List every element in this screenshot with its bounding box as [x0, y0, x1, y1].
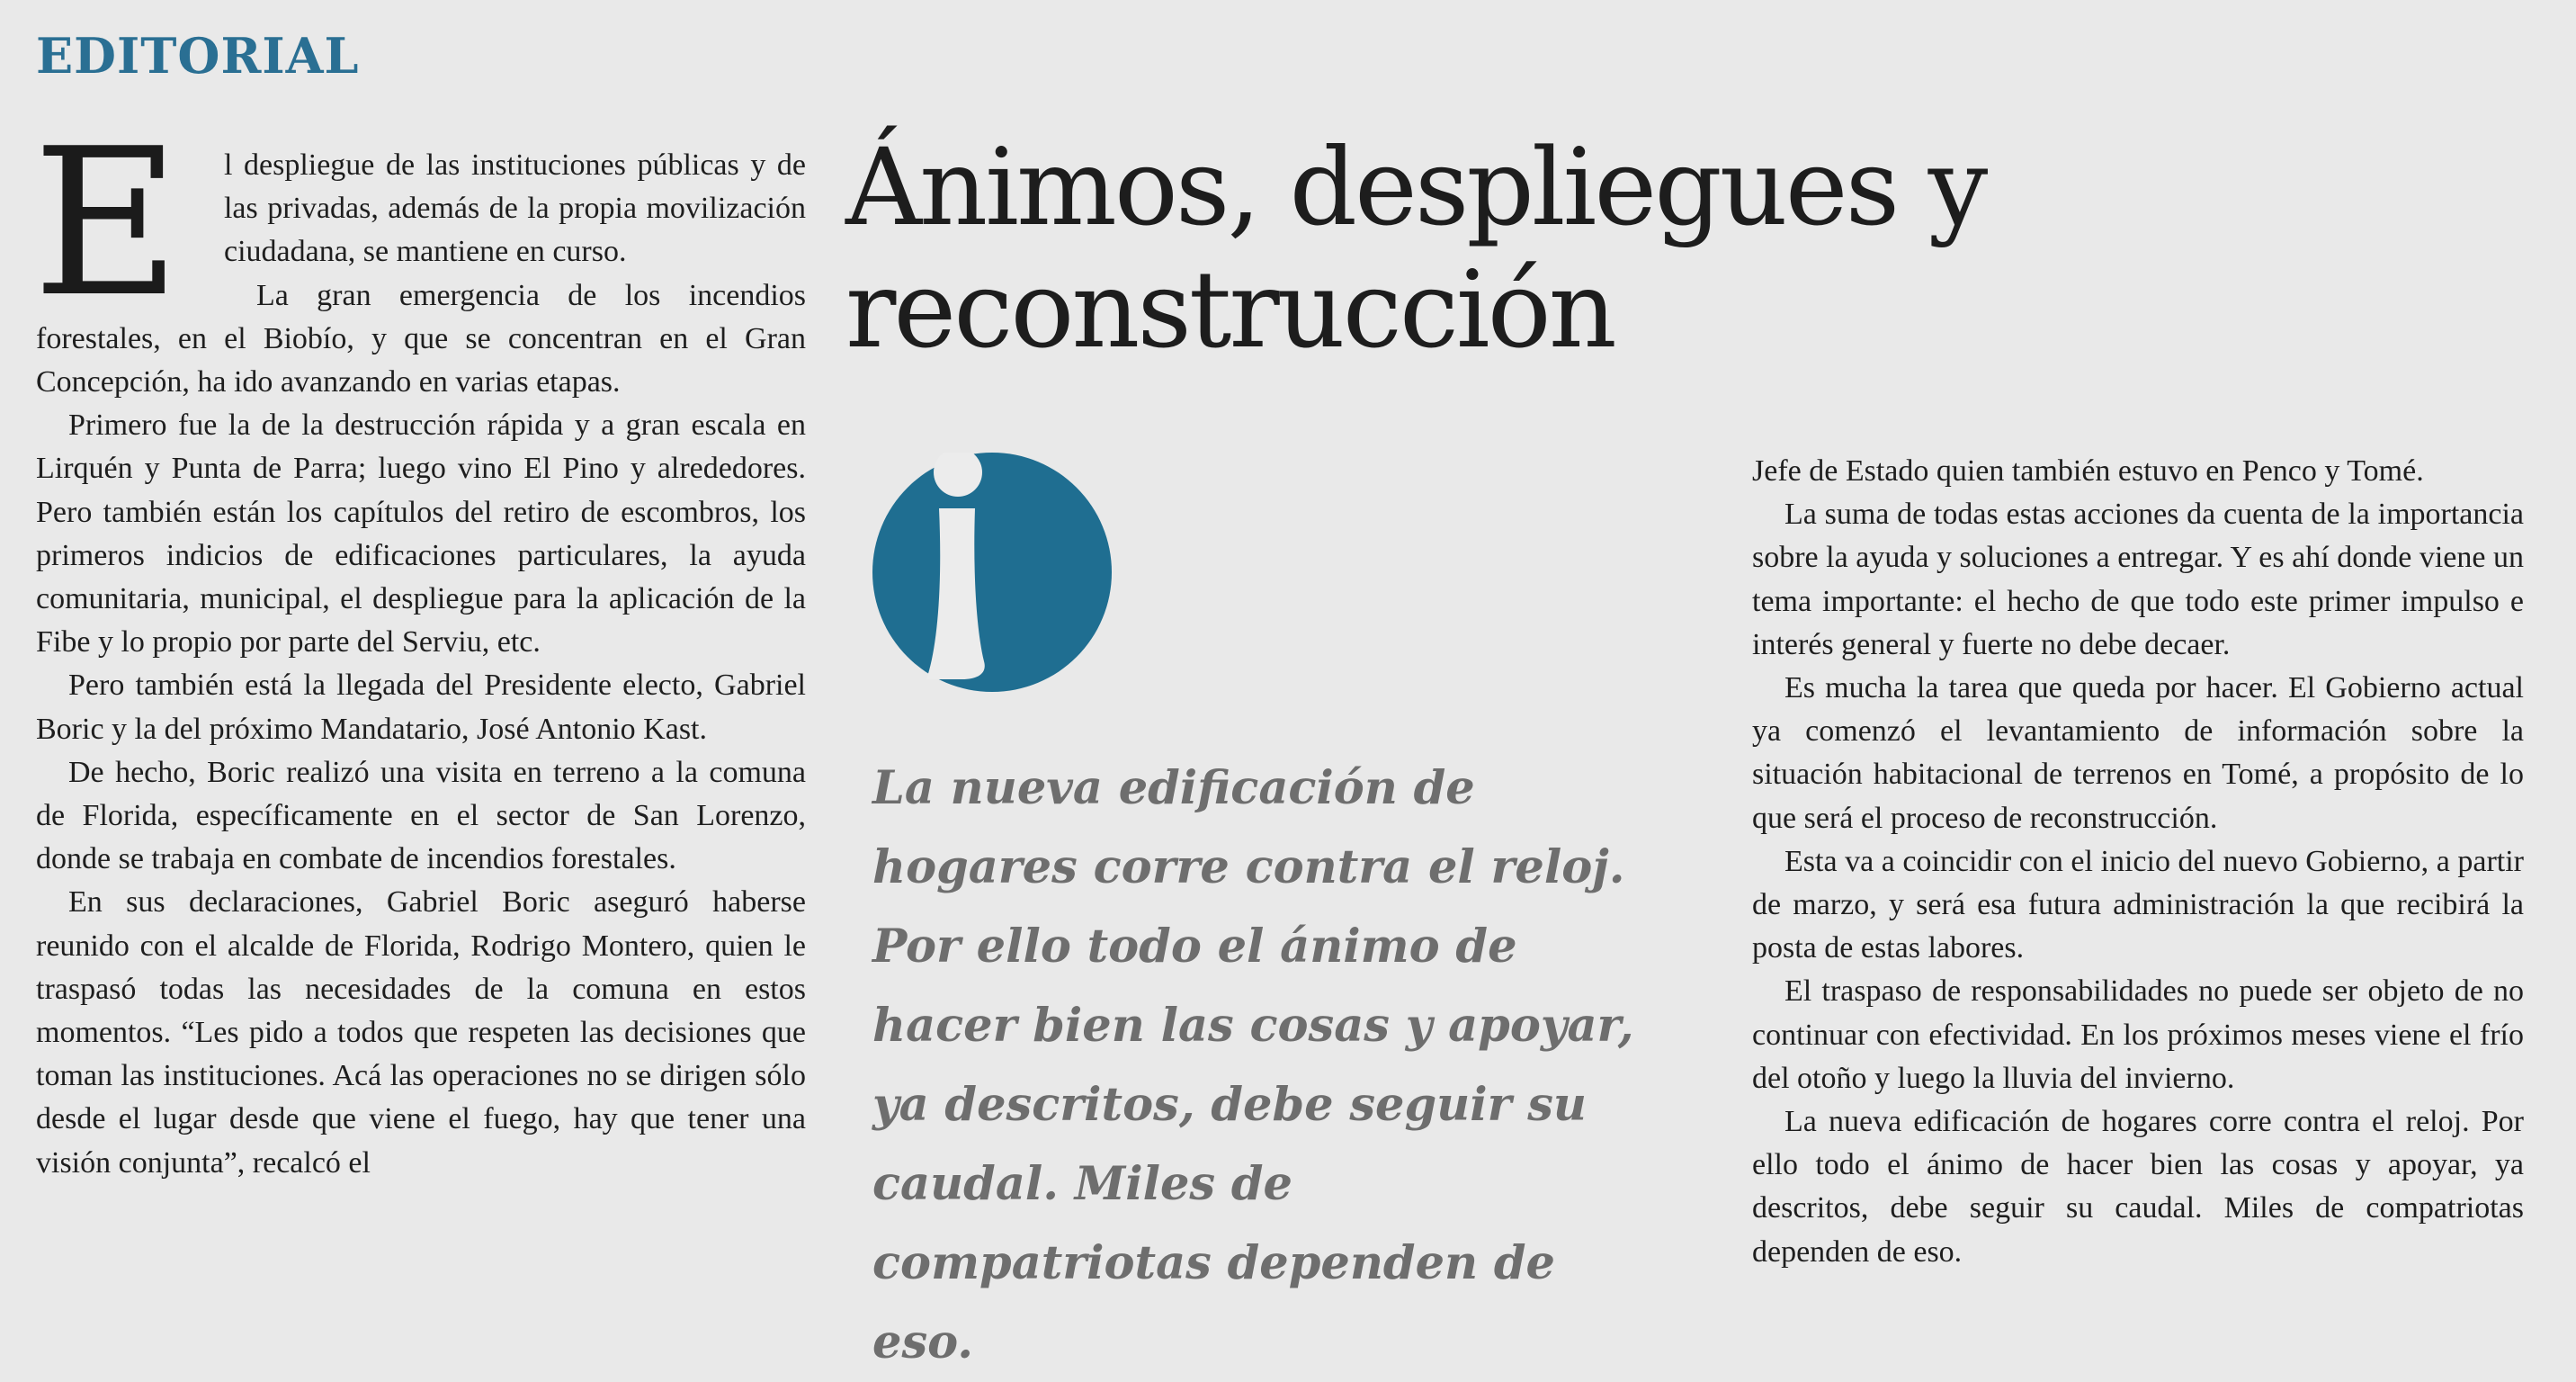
- body-paragraph: Esta va a coincidir con el inicio del nuevo Gobierno, a partir de marzo, y será esa futura administración la que recibirá la posta de estas labores.: [1752, 844, 2524, 965]
- pull-quote: La nueva edificación de hogares corre contra el reloj. Por ello todo el ánimo de hacer bien las cosas y apoyar, ya descritos, debe seguir su caudal. Miles de compatriotas dependen de eso.: [872, 761, 1634, 1369]
- body-paragraph: De hecho, Boric realizó una visita en terreno a la comuna de Florida, específicamente en el sector de San Lorenzo, donde se trabaja en combate de incendios forestales.: [36, 755, 806, 876]
- body-paragraph: Primero fue la de la destrucción rápida y a gran escala en Lirquén y Punta de Parra; luego vino El Pino y alrededores. Pero también están los capítulos del retiro de escombros, los primeros indicios de edificaciones particulares, la ayuda comunitaria, municipal, el despliegue para la aplicación de la Fibe y lo propio por parte del Serviu, etc.: [36, 408, 806, 660]
- logo-circle: [872, 453, 1112, 692]
- headline: [845, 126, 2015, 371]
- info-i-icon: [872, 453, 1112, 692]
- body-paragraph: La suma de todas estas acciones da cuenta de la importancia sobre la ayuda y soluciones a entregar. Y es ahí donde viene un tema importante: el hecho de que todo este primer impulso e interés general y fuerte no debe decaer.: [1752, 498, 2524, 661]
- info-logo-svg: [872, 453, 1112, 692]
- left-column: [32, 105, 806, 1185]
- right-column: [1752, 450, 2524, 1274]
- body-paragraph: La nueva edificación de hogares corre contra el reloj. Por ello todo el ánimo de hacer bien las cosas y apoyar, ya descritos, debe seguir su caudal. Miles de compatriotas dependen de eso.: [1752, 1105, 2524, 1269]
- section-label: EDITORIAL: [36, 27, 360, 85]
- drop-cap: E: [32, 105, 181, 342]
- body-paragraph: En sus declaraciones, Gabriel Boric aseguró haberse reunido con el alcalde de Florida, Rodrigo Montero, quien le traspasó todas las necesidades de la comuna en estos momentos. “Les pido a todos que respeten las decisiones que toman las instituciones. Acá las operaciones no se dirigen sólo desde el lugar desde que viene el fuego, hay que tener una visión conjunta”, recalcó el: [36, 885, 806, 1180]
- body-paragraph: El traspaso de responsabilidades no puede ser objeto de no continuar con efectividad. En los próximos meses viene el frío del otoño y luego la lluvia del invierno.: [1752, 974, 2524, 1095]
- headline-line-1: Ánimos, despliegues y: [845, 125, 1986, 249]
- body-paragraph: Jefe de Estado quien también estuvo en Penco y Tomé.: [1752, 454, 2424, 488]
- body-paragraph: La gran emergencia de los incendios forestales, en el Biobío, y que se concentran en el Gran Concepción, ha ido avanzando en varias etapas.: [36, 278, 806, 399]
- body-paragraph: Es mucha la tarea que queda por hacer. El Gobierno actual ya comenzó el levantamiento de información sobre la situación habitacional de terrenos en Tomé, a propósito de lo que será el proceso de reconstrucción.: [1752, 671, 2524, 835]
- body-paragraph: Pero también está la llegada del Presidente electo, Gabriel Boric y la del próximo Mandatario, José Antonio Kast.: [36, 669, 806, 746]
- body-paragraph: l despliegue de las instituciones públicas y de las privadas, además de la propia movilización ciudadana, se mantiene en curso.: [223, 148, 806, 269]
- headline-line-2: reconstrucción: [845, 247, 1614, 372]
